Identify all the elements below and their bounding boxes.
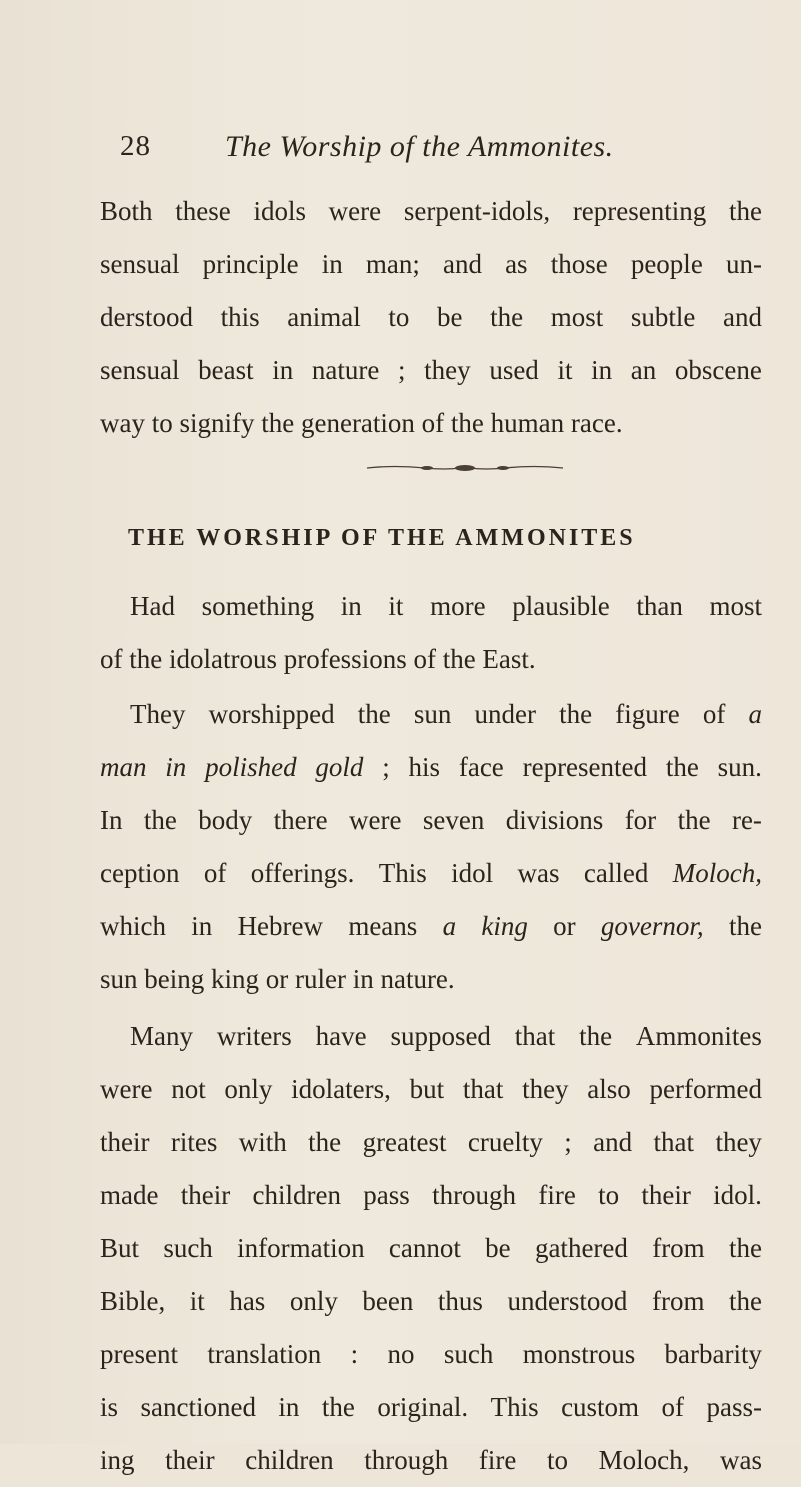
word: those [550,249,608,279]
word: rites [170,1127,218,1157]
word: the [579,1021,613,1051]
word: such [163,1233,213,1263]
word: was [719,1445,762,1475]
word: idol. [713,1180,762,1210]
word: of [203,858,227,888]
word: re- [731,805,762,835]
word: there [273,805,328,835]
word: they [522,1074,569,1104]
word: or [553,911,576,941]
text-line [100,1222,762,1275]
word: divisions [505,805,604,835]
word: governor, [600,911,704,941]
word: gold [315,752,364,782]
text-line [100,847,762,900]
word: fire [538,1180,576,1210]
word: be [485,1233,511,1263]
word: Moloch, [598,1445,690,1475]
word: his [408,752,441,782]
word: this [220,302,260,332]
text-line: sun being king or ruler in nature. [100,964,455,994]
word: children [252,1180,341,1210]
word: They [130,699,186,729]
word: called [583,858,649,888]
word: such [443,1339,494,1369]
text-line [100,1010,762,1063]
word: information [237,1233,365,1263]
text-line [100,1434,762,1487]
text-line: of the idolatrous professions of the East. [100,644,536,674]
word: used [489,355,539,385]
word: in [165,752,187,782]
word: represented [522,752,648,782]
word: monstrous [522,1339,636,1369]
word: subtle [630,302,696,332]
word: understood [507,1286,628,1316]
word: the [728,911,762,941]
word: the [559,699,593,729]
word: in [591,355,613,385]
word: plausible [512,591,610,621]
word: made [100,1180,159,1210]
word: and [442,249,482,279]
word: in [340,591,362,621]
word: to [598,1180,620,1210]
word: to [546,1445,568,1475]
word: man [100,752,147,782]
word: ing [100,1445,135,1475]
word: means [348,911,418,941]
word: in [272,355,294,385]
text-line [100,1063,762,1116]
word: has [229,1286,266,1316]
word: were [100,1074,153,1104]
word: their [180,1180,231,1210]
word: have [315,1021,367,1051]
word: sun. [717,752,762,782]
word: offerings. [250,858,355,888]
word: custom [561,1392,640,1422]
word: was [517,858,560,888]
word: most [550,302,604,332]
word: But [100,1233,140,1263]
word: : [350,1339,359,1369]
word: of [661,1392,685,1422]
text-line [100,688,762,741]
word: and [593,1127,633,1157]
paragraph-ammonites [100,1010,762,1487]
word: This [378,858,427,888]
text-line [100,185,762,238]
word: the [677,805,711,835]
word: Moloch, [672,858,762,888]
word: people [630,249,703,279]
word: ; [382,752,390,782]
word: an [630,355,657,385]
word: ; [398,355,406,385]
word: which [100,911,166,941]
section-heading: THE WORSHIP OF THE AMMONITES [128,525,636,551]
word: the [665,752,699,782]
word: Hebrew [237,911,324,941]
word: with [238,1127,287,1157]
word: Had [130,591,175,621]
word: idols [253,196,306,226]
text-line [100,794,762,847]
word: of [702,699,726,729]
word: obscene [674,355,762,385]
word: greatest [362,1127,447,1157]
paragraph-intro [100,580,762,686]
word: writers [216,1021,292,1051]
word: performed [649,1074,762,1104]
word: sensual [100,249,180,279]
word: that [462,1074,504,1104]
word: the [490,302,524,332]
word: gathered [534,1233,628,1263]
running-title: The Worship of the Ammonites. [225,130,614,163]
word: a [442,911,457,941]
word: thus [437,1286,483,1316]
text-line [100,1116,762,1169]
word: the [728,1233,762,1263]
text-line [100,580,762,633]
word: un- [725,249,762,279]
word: but [409,1074,445,1104]
word: in [191,911,213,941]
word: translation [207,1339,322,1369]
word: barbarity [664,1339,762,1369]
word: only [224,1074,273,1104]
word: the [321,1392,355,1422]
word: animal [287,302,361,332]
word: cruelty [467,1127,543,1157]
word: present [100,1339,178,1369]
page-number: 28 [120,130,151,162]
word: nature [311,355,380,385]
word: only [289,1286,338,1316]
word: their [165,1445,215,1475]
word: worshipped [208,699,335,729]
word: polished [205,752,297,782]
word: This [490,1392,539,1422]
word: not [171,1074,206,1104]
text-line [100,1169,762,1222]
word: man; [365,249,420,279]
word: cannot [388,1233,461,1263]
word: that [653,1127,695,1157]
word: they [715,1127,762,1157]
word: to [388,302,410,332]
word: In [100,805,123,835]
word: under [474,699,536,729]
word: idol [451,858,494,888]
page-header [120,130,760,170]
decorative-rule-ornament [365,462,565,474]
word: that [514,1021,556,1051]
word: Ammonites [635,1021,762,1051]
word: children [245,1445,334,1475]
word: their [641,1180,691,1210]
word: original. [377,1392,469,1422]
text-line [100,1381,762,1434]
text-line: way to signify the generation of the human race. [100,408,623,438]
word: most [709,591,762,621]
word: been [362,1286,414,1316]
word: the [728,196,762,226]
word: representing [572,196,707,226]
word: the [728,1286,762,1316]
word: in [278,1392,300,1422]
word: from [652,1233,705,1263]
word: sun [413,699,452,729]
word: fire [478,1445,517,1475]
word: something [201,591,315,621]
word: body [198,805,253,835]
word: is [100,1392,119,1422]
word: the [308,1127,342,1157]
word: they [424,355,471,385]
text-line [100,1275,762,1328]
word: idolaters, [291,1074,391,1104]
word: for [624,805,657,835]
paragraph-serpent-idols [100,185,762,450]
word: be [437,302,463,332]
word: Bible, [100,1286,166,1316]
word: in [321,249,343,279]
paragraph-moloch [100,688,762,1006]
word: derstood [100,302,193,332]
word: ; [564,1127,572,1157]
word: principle [202,249,299,279]
text-line [100,741,762,794]
text-line [100,238,762,291]
word: it [388,591,404,621]
word: Both [100,196,153,226]
word: than [636,591,683,621]
word: king [481,911,528,941]
word: were [349,805,402,835]
word: a [748,699,762,729]
word: it [557,355,573,385]
text-line [100,291,762,344]
word: beast [198,355,254,385]
word: ception [100,858,180,888]
word: supposed [390,1021,491,1051]
word: Many [130,1021,193,1051]
word: these [175,196,231,226]
word: and [723,302,762,332]
text-line [100,900,762,953]
word: were [328,196,382,226]
word: serpent-idols, [403,196,551,226]
word: as [505,249,528,279]
word: more [430,591,486,621]
word: through [364,1445,449,1475]
text-line [100,1328,762,1381]
word: sensual [100,355,180,385]
word: pass [363,1180,410,1210]
word: face [458,752,504,782]
text-line [100,344,762,397]
word: also [587,1074,631,1104]
word: it [189,1286,205,1316]
word: the [357,699,391,729]
word: sanctioned [140,1392,256,1422]
word: their [100,1127,150,1157]
word: figure [615,699,680,729]
word: no [387,1339,415,1369]
word: the [143,805,177,835]
word: through [432,1180,517,1210]
word: seven [422,805,485,835]
word: from [651,1286,705,1316]
word: pass- [706,1392,762,1422]
